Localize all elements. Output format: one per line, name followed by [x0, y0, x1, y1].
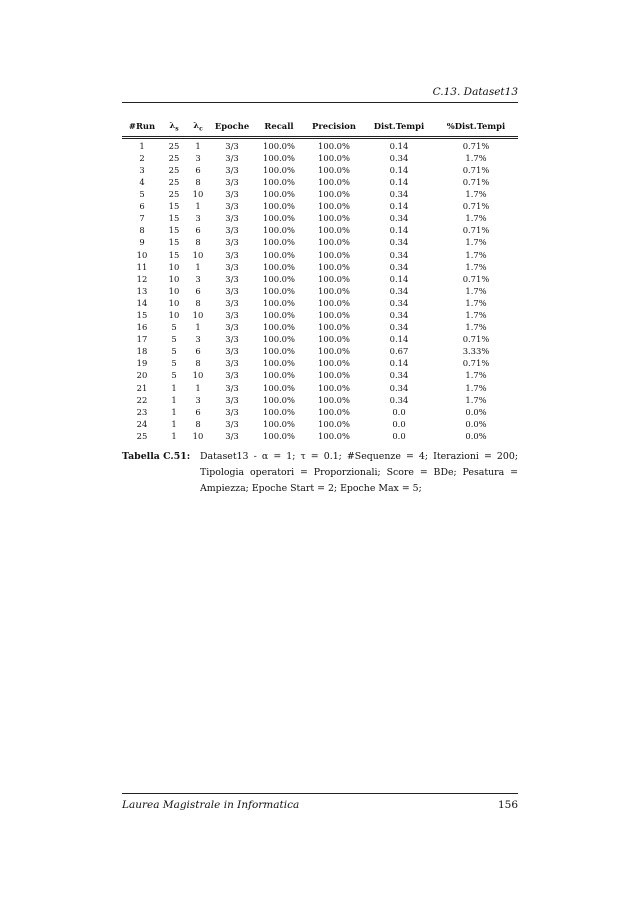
cell-dist-tempi: 0.34	[389, 213, 409, 224]
col-header-dist-tempi: Dist.Tempi	[373, 121, 425, 132]
cell-precision: 100.0%	[318, 394, 350, 405]
cell-dist-tempi: 0.34	[389, 261, 409, 272]
cell-run: 1	[139, 140, 145, 151]
cell-lambda-s: 10	[168, 261, 180, 272]
cell-lambda-s: 10	[168, 285, 180, 296]
table-row	[122, 321, 518, 333]
cell-precision: 100.0%	[318, 322, 350, 333]
cell-run: 11	[136, 261, 148, 272]
cell-pct-dist-tempi: 0.71%	[462, 273, 490, 284]
cell-dist-tempi: 0.34	[389, 394, 409, 405]
cell-precision: 100.0%	[318, 213, 350, 224]
cell-epoche: 3/3	[225, 297, 239, 308]
cell-dist-tempi: 0.14	[389, 334, 409, 345]
cell-dist-tempi: 0.34	[389, 370, 409, 381]
cell-lambda-c: 10	[192, 189, 204, 200]
cell-recall: 100.0%	[263, 406, 295, 417]
cell-precision: 100.0%	[318, 430, 350, 441]
cell-dist-tempi: 0.34	[389, 285, 409, 296]
table-row	[122, 369, 518, 381]
cell-lambda-c: 3	[195, 273, 201, 284]
cell-recall: 100.0%	[263, 213, 295, 224]
cell-lambda-s: 25	[168, 164, 180, 175]
cell-epoche: 3/3	[225, 285, 239, 296]
cell-lambda-s: 15	[168, 249, 180, 260]
cell-lambda-s: 1	[171, 406, 177, 417]
cell-lambda-c: 8	[195, 176, 201, 187]
cell-lambda-s: 5	[171, 370, 177, 381]
cell-recall: 100.0%	[263, 176, 295, 187]
cell-precision: 100.0%	[318, 201, 350, 212]
cell-lambda-c: 1	[195, 261, 201, 272]
table-row	[122, 430, 518, 442]
table-row	[122, 309, 518, 321]
cell-dist-tempi: 0.34	[389, 189, 409, 200]
table-row	[122, 357, 518, 369]
cell-run: 20	[136, 370, 148, 381]
cell-lambda-c: 6	[195, 285, 201, 296]
cell-precision: 100.0%	[318, 418, 350, 429]
cell-run: 4	[139, 176, 145, 187]
cell-recall: 100.0%	[263, 261, 295, 272]
cell-epoche: 3/3	[225, 382, 239, 393]
cell-pct-dist-tempi: 1.7%	[465, 152, 487, 163]
cell-dist-tempi: 0.0	[392, 430, 406, 441]
cell-epoche: 3/3	[225, 140, 239, 151]
cell-lambda-s: 5	[171, 358, 177, 369]
table-row	[122, 382, 518, 394]
cell-lambda-c: 8	[195, 418, 201, 429]
table-row	[122, 333, 518, 345]
cell-run: 12	[136, 273, 148, 284]
cell-run: 10	[136, 249, 148, 260]
cell-recall: 100.0%	[263, 249, 295, 260]
cell-recall: 100.0%	[263, 285, 295, 296]
table-row	[122, 285, 518, 297]
cell-pct-dist-tempi: 1.7%	[465, 370, 487, 381]
cell-run: 15	[136, 309, 148, 320]
cell-epoche: 3/3	[225, 201, 239, 212]
table-row	[122, 137, 518, 152]
cell-dist-tempi: 0.34	[389, 382, 409, 393]
cell-run: 3	[139, 164, 145, 175]
cell-run: 14	[136, 297, 148, 308]
col-header-lambda-s: $\lambda_s$	[169, 120, 179, 133]
cell-recall: 100.0%	[263, 297, 295, 308]
cell-epoche: 3/3	[225, 152, 239, 163]
table-row	[122, 164, 518, 176]
cell-dist-tempi: 0.14	[389, 164, 409, 175]
cell-recall: 100.0%	[263, 225, 295, 236]
cell-lambda-c: 1	[195, 201, 201, 212]
cell-epoche: 3/3	[225, 261, 239, 272]
cell-precision: 100.0%	[318, 225, 350, 236]
cell-epoche: 3/3	[225, 249, 239, 260]
cell-run: 7	[139, 213, 145, 224]
cell-lambda-c: 3	[195, 213, 201, 224]
footer-rule	[122, 793, 518, 794]
cell-precision: 100.0%	[318, 334, 350, 345]
caption-text: Dataset13 - α = 1; τ = 0.1; #Sequenze = 4; Iterazioni = 200; Tipologia operatori = Proporzionali; Score = BDe; Pesatura = Ampiezza; Epoche Start = 2; Epoche Max = 5;	[200, 451, 518, 494]
cell-precision: 100.0%	[318, 237, 350, 248]
cell-lambda-s: 15	[168, 225, 180, 236]
cell-recall: 100.0%	[263, 201, 295, 212]
cell-dist-tempi: 0.14	[389, 225, 409, 236]
cell-precision: 100.0%	[318, 140, 350, 151]
cell-precision: 100.0%	[318, 309, 350, 320]
cell-lambda-c: 6	[195, 225, 201, 236]
cell-dist-tempi: 0.14	[389, 358, 409, 369]
cell-lambda-c: 3	[195, 152, 201, 163]
col-header-epoche: Epoche	[214, 121, 250, 132]
cell-dist-tempi: 0.34	[389, 152, 409, 163]
cell-run: 24	[136, 418, 148, 429]
cell-lambda-c: 8	[195, 358, 201, 369]
cell-recall: 100.0%	[263, 370, 295, 381]
table-caption	[122, 449, 518, 497]
table-row	[122, 212, 518, 224]
header-rule	[122, 102, 518, 103]
cell-pct-dist-tempi: 0.71%	[462, 358, 490, 369]
cell-lambda-c: 6	[195, 346, 201, 357]
cell-epoche: 3/3	[225, 213, 239, 224]
cell-dist-tempi: 0.0	[392, 406, 406, 417]
caption-label: Tabella C.51:	[122, 451, 191, 462]
running-header: C.13. Dataset13	[432, 86, 518, 98]
cell-run: 25	[136, 430, 148, 441]
cell-pct-dist-tempi: 1.7%	[465, 297, 487, 308]
cell-lambda-s: 15	[168, 237, 180, 248]
cell-lambda-s: 1	[171, 394, 177, 405]
cell-run: 2	[139, 152, 145, 163]
cell-lambda-s: 25	[168, 140, 180, 151]
cell-lambda-c: 3	[195, 334, 201, 345]
footer-course: Laurea Magistrale in Informatica	[122, 799, 300, 811]
cell-pct-dist-tempi: 0.0%	[465, 430, 487, 441]
cell-lambda-s: 15	[168, 201, 180, 212]
cell-run: 9	[139, 237, 145, 248]
cell-precision: 100.0%	[318, 152, 350, 163]
table-row	[122, 249, 518, 261]
cell-precision: 100.0%	[318, 346, 350, 357]
col-header-lambda-c: $\lambda_c$	[193, 120, 203, 133]
cell-run: 8	[139, 225, 145, 236]
cell-lambda-s: 25	[168, 189, 180, 200]
cell-lambda-s: 25	[168, 152, 180, 163]
cell-recall: 100.0%	[263, 334, 295, 345]
table-row	[122, 394, 518, 406]
cell-run: 21	[136, 382, 148, 393]
cell-pct-dist-tempi: 1.7%	[465, 213, 487, 224]
cell-pct-dist-tempi: 1.7%	[465, 249, 487, 260]
cell-run: 16	[136, 322, 148, 333]
results-table	[122, 120, 518, 442]
cell-recall: 100.0%	[263, 382, 295, 393]
cell-epoche: 3/3	[225, 418, 239, 429]
cell-lambda-s: 5	[171, 346, 177, 357]
cell-epoche: 3/3	[225, 406, 239, 417]
cell-recall: 100.0%	[263, 346, 295, 357]
table-row	[122, 261, 518, 273]
cell-lambda-s: 10	[168, 297, 180, 308]
cell-pct-dist-tempi: 1.7%	[465, 309, 487, 320]
table-body	[122, 137, 518, 442]
table-row	[122, 200, 518, 212]
cell-run: 13	[136, 285, 148, 296]
cell-pct-dist-tempi: 0.71%	[462, 140, 490, 151]
cell-run: 6	[139, 201, 145, 212]
cell-precision: 100.0%	[318, 382, 350, 393]
cell-recall: 100.0%	[263, 189, 295, 200]
cell-pct-dist-tempi: 1.7%	[465, 322, 487, 333]
cell-recall: 100.0%	[263, 418, 295, 429]
cell-epoche: 3/3	[225, 273, 239, 284]
cell-dist-tempi: 0.34	[389, 297, 409, 308]
cell-pct-dist-tempi: 0.71%	[462, 176, 490, 187]
cell-epoche: 3/3	[225, 164, 239, 175]
cell-pct-dist-tempi: 1.7%	[465, 285, 487, 296]
cell-pct-dist-tempi: 0.0%	[465, 418, 487, 429]
cell-recall: 100.0%	[263, 322, 295, 333]
cell-recall: 100.0%	[263, 237, 295, 248]
cell-precision: 100.0%	[318, 249, 350, 260]
cell-lambda-c: 1	[195, 322, 201, 333]
cell-precision: 100.0%	[318, 273, 350, 284]
table-row	[122, 188, 518, 200]
cell-epoche: 3/3	[225, 322, 239, 333]
cell-lambda-s: 1	[171, 430, 177, 441]
table-row	[122, 406, 518, 418]
table-row	[122, 152, 518, 164]
cell-epoche: 3/3	[225, 394, 239, 405]
cell-precision: 100.0%	[318, 406, 350, 417]
cell-dist-tempi: 0.34	[389, 237, 409, 248]
cell-recall: 100.0%	[263, 309, 295, 320]
cell-pct-dist-tempi: 1.7%	[465, 394, 487, 405]
cell-precision: 100.0%	[318, 261, 350, 272]
cell-epoche: 3/3	[225, 430, 239, 441]
cell-pct-dist-tempi: 1.7%	[465, 382, 487, 393]
cell-recall: 100.0%	[263, 394, 295, 405]
cell-lambda-c: 10	[192, 309, 204, 320]
page-number: 156	[497, 799, 518, 811]
cell-lambda-s: 5	[171, 334, 177, 345]
cell-dist-tempi: 0.14	[389, 273, 409, 284]
cell-lambda-s: 15	[168, 213, 180, 224]
cell-lambda-s: 5	[171, 322, 177, 333]
cell-pct-dist-tempi: 1.7%	[465, 237, 487, 248]
cell-epoche: 3/3	[225, 370, 239, 381]
cell-lambda-c: 10	[192, 249, 204, 260]
cell-recall: 100.0%	[263, 164, 295, 175]
cell-lambda-s: 25	[168, 176, 180, 187]
table-row	[122, 418, 518, 430]
cell-precision: 100.0%	[318, 164, 350, 175]
cell-epoche: 3/3	[225, 334, 239, 345]
col-header-run: #Run	[128, 121, 156, 132]
cell-lambda-c: 1	[195, 382, 201, 393]
table-row	[122, 297, 518, 309]
cell-lambda-c: 10	[192, 430, 204, 441]
cell-lambda-c: 3	[195, 394, 201, 405]
cell-epoche: 3/3	[225, 346, 239, 357]
cell-precision: 100.0%	[318, 370, 350, 381]
cell-epoche: 3/3	[225, 358, 239, 369]
cell-precision: 100.0%	[318, 285, 350, 296]
table-row	[122, 236, 518, 248]
cell-lambda-s: 10	[168, 273, 180, 284]
cell-lambda-s: 1	[171, 382, 177, 393]
cell-precision: 100.0%	[318, 189, 350, 200]
cell-lambda-c: 6	[195, 406, 201, 417]
col-header-recall: Recall	[264, 121, 294, 132]
cell-pct-dist-tempi: 1.7%	[465, 261, 487, 272]
cell-dist-tempi: 0.14	[389, 176, 409, 187]
cell-dist-tempi: 0.34	[389, 309, 409, 320]
cell-pct-dist-tempi: 0.71%	[462, 164, 490, 175]
col-header-pct-dist-tempi: %Dist.Tempi	[446, 121, 506, 132]
cell-precision: 100.0%	[318, 297, 350, 308]
cell-dist-tempi: 0.34	[389, 249, 409, 260]
table-head	[122, 120, 518, 137]
cell-pct-dist-tempi: 1.7%	[465, 189, 487, 200]
cell-run: 5	[139, 189, 145, 200]
cell-epoche: 3/3	[225, 189, 239, 200]
table-row	[122, 224, 518, 236]
cell-dist-tempi: 0.14	[389, 140, 409, 151]
cell-lambda-s: 10	[168, 309, 180, 320]
cell-precision: 100.0%	[318, 176, 350, 187]
cell-run: 17	[136, 334, 148, 345]
cell-epoche: 3/3	[225, 225, 239, 236]
cell-run: 23	[136, 406, 148, 417]
cell-pct-dist-tempi: 0.71%	[462, 334, 490, 345]
cell-lambda-c: 10	[192, 370, 204, 381]
cell-lambda-c: 8	[195, 237, 201, 248]
col-header-precision: Precision	[312, 121, 356, 132]
cell-dist-tempi: 0.67	[389, 346, 409, 357]
cell-recall: 100.0%	[263, 273, 295, 284]
cell-pct-dist-tempi: 0.71%	[462, 225, 490, 236]
cell-pct-dist-tempi: 0.71%	[462, 201, 490, 212]
cell-pct-dist-tempi: 0.0%	[465, 406, 487, 417]
cell-precision: 100.0%	[318, 358, 350, 369]
cell-dist-tempi: 0.34	[389, 322, 409, 333]
cell-dist-tempi: 0.0	[392, 418, 406, 429]
cell-lambda-c: 8	[195, 297, 201, 308]
cell-lambda-c: 6	[195, 164, 201, 175]
cell-recall: 100.0%	[263, 152, 295, 163]
cell-recall: 100.0%	[263, 358, 295, 369]
cell-run: 22	[136, 394, 148, 405]
table-row	[122, 273, 518, 285]
cell-lambda-s: 1	[171, 418, 177, 429]
cell-recall: 100.0%	[263, 430, 295, 441]
table-row	[122, 345, 518, 357]
table-row	[122, 176, 518, 188]
cell-run: 18	[136, 346, 148, 357]
cell-run: 19	[136, 358, 148, 369]
cell-pct-dist-tempi: 3.33%	[462, 346, 490, 357]
cell-recall: 100.0%	[263, 140, 295, 151]
cell-lambda-c: 1	[195, 140, 201, 151]
cell-epoche: 3/3	[225, 237, 239, 248]
cell-epoche: 3/3	[225, 176, 239, 187]
cell-epoche: 3/3	[225, 309, 239, 320]
header-row	[122, 120, 518, 137]
cell-dist-tempi: 0.14	[389, 201, 409, 212]
